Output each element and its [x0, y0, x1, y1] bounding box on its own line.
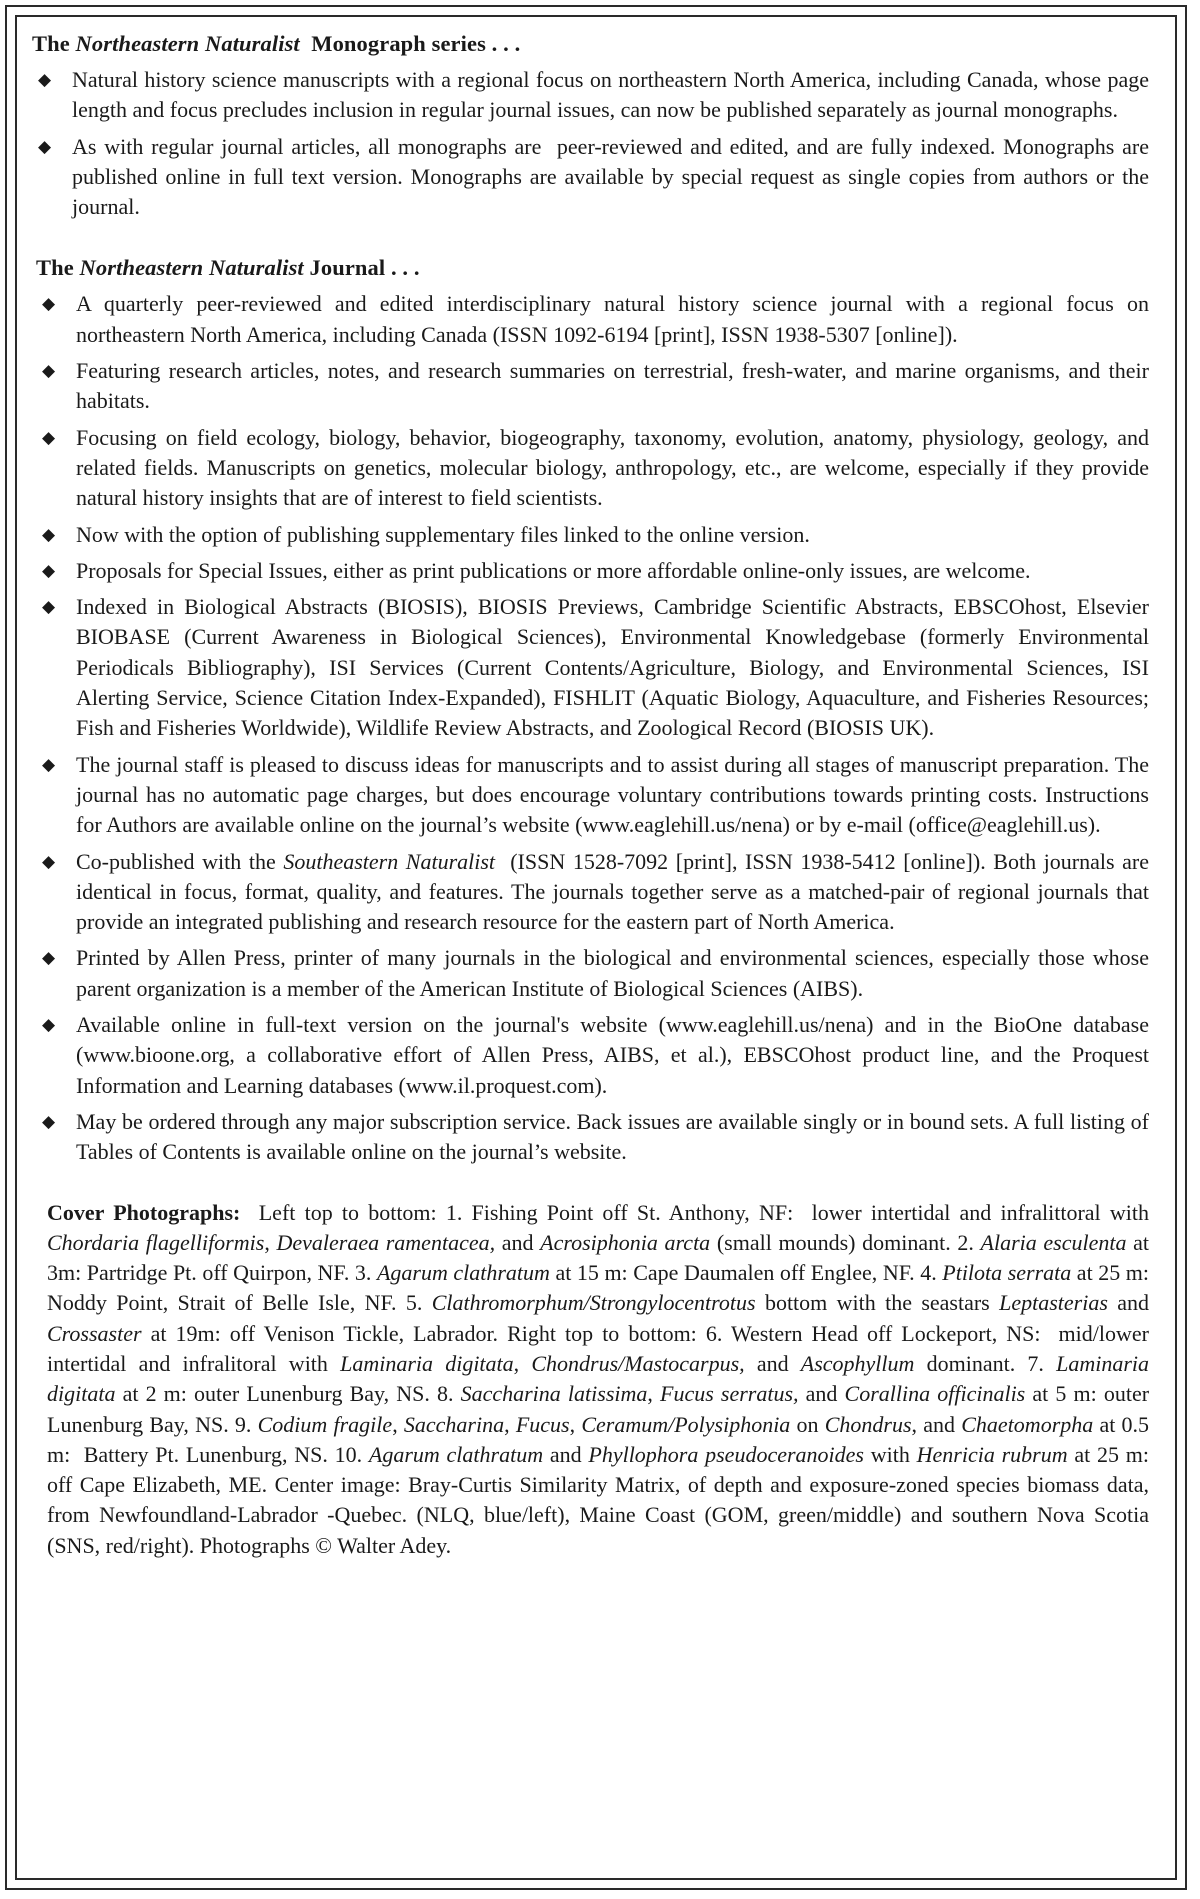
species-name-italic: Agarum clathratum: [376, 1260, 550, 1286]
journal-bullet-list: [32, 289, 1155, 1167]
diamond-bullet-icon: ◆: [42, 1015, 56, 1035]
species-name-italic: Saccharina: [403, 1411, 505, 1437]
list-item: [32, 423, 1149, 514]
diamond-bullet-icon: ◆: [38, 136, 52, 156]
heading-suffix: Monograph series . . .: [299, 31, 521, 56]
list-item: [32, 65, 1149, 126]
diamond-bullet-icon: ◆: [42, 427, 56, 447]
caption-text: at 25 m: Noddy Point, Strait of Belle Isle, NF. 5.: [47, 1260, 1155, 1316]
species-name-italic: Leptasterias: [999, 1290, 1108, 1316]
list-item: [32, 1010, 1149, 1101]
diamond-bullet-icon: ◆: [42, 948, 56, 968]
bullet-text: Focusing on field ecology, biology, behavior, biogeography, taxonomy, evolution, anatomy, physiology, geology, and related fields. Manuscripts on genetics, molecular biology, anthropology, etc., are welcome, especially if they provide natural history insights that are of interest to field scientists.: [76, 424, 1149, 511]
bullet-text: Featuring research articles, notes, and research summaries on terrestrial, fresh-water, and marine organisms, and their habitats.: [76, 358, 1149, 414]
species-name-italic: Henricia rubrum: [916, 1441, 1068, 1467]
diamond-bullet-icon: ◆: [42, 294, 56, 314]
caption-text: at 15 m: Cape Daumalen off Englee, NF. 4.: [549, 1260, 943, 1286]
journal-name-italic: Northeastern Naturalist: [75, 31, 300, 56]
species-name-italic: Chondrus/Mastocarpus,: [531, 1350, 745, 1376]
list-item: [32, 520, 1149, 550]
bullet-text: Natural history science manuscripts with a regional focus on northeastern North America, including Canada, whose page length and focus precludes inclusion in regular journal issues, can now be published separately as journal monographs.: [72, 67, 1149, 123]
caption-text: on: [790, 1411, 825, 1437]
diamond-bullet-icon: ◆: [42, 560, 56, 580]
species-name-italic: Fucus: [515, 1411, 570, 1437]
species-name-italic: Ptilota serrata: [942, 1260, 1072, 1286]
species-name-italic: Alaria esculenta: [980, 1229, 1127, 1255]
caption-text: and: [744, 1350, 801, 1376]
caption-text: and: [798, 1381, 845, 1407]
monograph-section-heading: [32, 29, 1149, 59]
cover-photographs-caption: [32, 1198, 1155, 1562]
species-name-italic: Laminaria digitata: [47, 1350, 1155, 1407]
list-item: [32, 132, 1155, 223]
inner-border-frame: [15, 15, 1177, 1880]
species-name-italic: Phyllophora pseudoceranoides: [588, 1441, 864, 1467]
caption-text: at 5 m: outer Lunenburg Bay, NS. 9.: [47, 1381, 1155, 1437]
species-name-italic: Acrosiphonia arcta: [540, 1229, 711, 1255]
list-item: [32, 847, 1155, 938]
bullet-text: As with regular journal articles, all monographs are peer-reviewed and edited, and are fully indexed. Monographs are published online in full text version. Monographs are available by special request as single copies from authors or the journal.: [72, 133, 1155, 220]
monograph-bullet-list: [32, 65, 1155, 222]
species-name-italic: Ceramum/Polysiphonia: [581, 1411, 791, 1437]
diamond-bullet-icon: ◆: [42, 361, 56, 381]
species-name-italic: Ascophyllum: [800, 1350, 915, 1376]
caption-text: and: [543, 1441, 589, 1467]
caption-text: ,: [569, 1411, 582, 1437]
bullet-text: A quarterly peer-reviewed and edited interdisciplinary natural history science journal with a regional focus on northeastern North America, including Canada (ISSN 1092-6194 [print], ISSN 1938-5307 [online]).: [76, 291, 1149, 347]
caption-text: ,: [264, 1229, 277, 1255]
copublished-pre: Co-published with the: [76, 848, 284, 874]
caption-text: at 25 m: off Cape Elizabeth, ME. Center image: Bray-Curtis Similarity Matrix, of depth and exposure-zoned species biomass data, from Newfoundland-Labrador -Quebec. (NLQ, blue/left), Maine Coast (GOM, green/middle) and southern Nova Scotia (SNS, red/right). Photographs © Walter Adey.: [47, 1441, 1155, 1558]
diamond-bullet-icon: ◆: [38, 70, 52, 89]
species-name-italic: Corallina officinalis: [844, 1381, 1026, 1407]
caption-text: , and: [911, 1411, 962, 1437]
list-item: [32, 592, 1149, 743]
species-name-italic: Codium fragile: [257, 1411, 393, 1437]
caption-text: at 3m: Partridge Pt. off Quirpon, NF. 3.: [47, 1229, 1155, 1286]
caption-text: at 2 m: outer Lunenburg Bay, NS. 8.: [115, 1381, 461, 1407]
heading-suffix: Journal . . .: [303, 255, 420, 281]
copublished-post: (ISSN 1528-7092 [print], ISSN 1938-5412 [online]). Both journals are identical in focus, format, quality, and features. The journals together serve as a matched-pair of regional journals that provide an integrated publishing and research resource for the eastern part of North America.: [76, 848, 1155, 935]
list-item: [32, 750, 1149, 841]
heading-prefix: The: [36, 255, 80, 281]
species-name-italic: Laminaria digitata: [340, 1350, 514, 1376]
bullet-text: Available online in full-text version on the journal's website (www.eaglehill.us/nena) and in the BioOne database (www.bioone.org, a collaborative effort of Allen Press, AIBS, et al.), EBSCOhost product line, and the Proquest Information and Learning databases (www.il.proquest.com).: [76, 1012, 1149, 1098]
caption-text: and: [1107, 1290, 1155, 1316]
list-item: [32, 556, 1149, 586]
species-name-italic: Chondrus: [824, 1411, 912, 1437]
caption-text: Left top to bottom: 1. Fishing Point off St. Anthony, NF: lower intertidal and infralittoral with: [240, 1199, 1155, 1225]
species-name-italic: Clathromorphum/Strongylocentrotus: [431, 1290, 756, 1316]
caption-text: ,: [392, 1411, 404, 1437]
species-name-italic: Chordaria flagelliformis: [47, 1229, 265, 1255]
list-item: [32, 356, 1149, 417]
species-name-italic: Crossaster: [47, 1320, 142, 1346]
diamond-bullet-icon: ◆: [42, 1111, 56, 1131]
species-name-italic: Devaleraea ramentacea,: [276, 1229, 496, 1255]
diamond-bullet-icon: ◆: [42, 851, 56, 871]
caption-text: ,: [504, 1411, 516, 1437]
caption-text: ,: [513, 1350, 532, 1376]
list-item: [32, 943, 1149, 1004]
bullet-text: Now with the option of publishing supplementary files linked to the online version.: [76, 521, 810, 547]
diamond-bullet-icon: ◆: [42, 524, 56, 544]
caption-text: ,: [647, 1381, 661, 1407]
bullet-text: Printed by Allen Press, printer of many journals in the biological and environmental sciences, especially those whose parent organization is a member of the American Institute of Biological Sciences (AIBS).: [76, 945, 1149, 1001]
bullet-text: Indexed in Biological Abstracts (BIOSIS), BIOSIS Previews, Cambridge Scientific Abstracts, EBSCOhost, Elsevier BIOBASE (Current Awareness in Biological Sciences), Environmental Knowledgebase (formerly Environmental Periodicals Bibliography), ISI Services (Current Contents/Agriculture, Biology, and Environmental Sciences, ISI Alerting Service, Science Citation Index-Expanded), FISHLIT (Aquatic Biology, Aquaculture, and Fisheries Resources; Fish and Fisheries Worldwide), Wildlife Review Abstracts, and Zoological Record (BIOSIS UK).: [76, 594, 1149, 741]
southeastern-naturalist-italic: Southeastern Naturalist: [283, 848, 496, 874]
species-name-italic: Fucus serratus,: [660, 1381, 799, 1407]
diamond-bullet-icon: ◆: [42, 754, 56, 774]
caption-text: and: [495, 1229, 541, 1255]
species-name-italic: Saccharina latissima: [460, 1381, 648, 1407]
bullet-text: May be ordered through any major subscription service. Back issues are available singly or in bound sets. A full listing of Tables of Contents is available online on the journal’s website.: [76, 1108, 1149, 1165]
list-item: [32, 289, 1149, 350]
species-name-italic: Chaetomorpha: [961, 1411, 1094, 1437]
caption-text: (small mounds) dominant. 2.: [710, 1229, 981, 1255]
bullet-text: Proposals for Special Issues, either as print publications or more affordable online-only issues, are welcome.: [76, 557, 1031, 583]
species-name-italic: Agarum clathratum: [368, 1441, 544, 1467]
caption-text: with: [863, 1441, 917, 1467]
caption-text: at 19m: off Venison Tickle, Labrador. Right top to bottom: 6. Western Head off Lockeport, NS: mid/lower intertidal and infralitoral with: [47, 1320, 1155, 1376]
cover-photographs-label: Cover Photographs:: [47, 1199, 241, 1225]
cover-photographs-text: [47, 1200, 1155, 1558]
caption-text: dominant. 7.: [914, 1350, 1057, 1376]
list-item: [32, 1107, 1149, 1168]
diamond-bullet-icon: ◆: [42, 597, 56, 617]
journal-section-heading: [32, 253, 1149, 283]
caption-text: bottom with the seastars: [755, 1290, 1000, 1316]
journal-name-italic: Northeastern Naturalist: [79, 255, 304, 281]
caption-text: at 0.5 m: Battery Pt. Lunenburg, NS. 10.: [47, 1411, 1155, 1467]
bullet-text: The journal staff is pleased to discuss ideas for manuscripts and to assist during all stages of manuscript preparation. The journal has no automatic page charges, but does encourage voluntary contributions towards printing costs. Instructions for Authors are available online on the journal’s website (www.eaglehill.us/nena) or by e-mail (office@eaglehill.us).: [76, 751, 1149, 838]
heading-prefix: The: [32, 31, 76, 56]
